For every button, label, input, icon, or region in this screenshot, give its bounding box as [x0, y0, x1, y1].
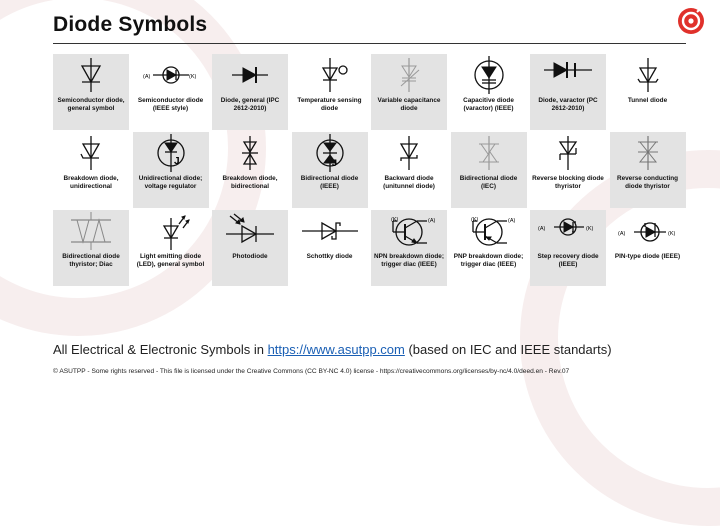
symbol-card [530, 210, 606, 286]
symbol-card [53, 54, 129, 130]
symbol-card [133, 54, 209, 130]
symbol-card [610, 132, 686, 208]
symbol-caption: Temperature sensing diode [297, 97, 362, 112]
symbol-caption: Backward diode (unitunnel diode) [383, 175, 435, 190]
symbol-caption: Reverse conducting diode thyristor [616, 175, 679, 190]
symbol-caption: Capacitive diode (varactor) (IEEE) [463, 97, 514, 112]
terminal-label: (A) [538, 226, 546, 232]
bidirectional-ieee-icon [292, 134, 368, 172]
diode-ieee-icon [133, 56, 209, 94]
symbol-caption: PIN-type diode (IEEE) [614, 253, 681, 260]
symbol-caption: Bidirectional diode thyristor; Diac [62, 253, 120, 268]
symbol-caption: Step recovery diode (IEEE) [537, 253, 599, 268]
diode-ipc-icon [212, 56, 288, 94]
terminal-label: (A) [507, 218, 515, 224]
tunnel-diode-icon [610, 56, 686, 94]
symbol-caption: Diode, varactor (PC 2612-2010) [538, 97, 598, 112]
backward-diode-icon [371, 134, 447, 172]
temperature-diode-icon [292, 56, 368, 94]
symbol-caption: Breakdown diode, bidirectional [222, 175, 278, 190]
svg-text:J: J [173, 156, 180, 167]
symbol-grid [53, 54, 686, 286]
symbol-card [610, 54, 686, 130]
license-notice: © ASUTPP - Some rights reserved - This file is licensed under the Creative Commons (CC BY-NC 4.0) license - https://creativecommons.org/licenses/by-nc/4.0/deed.en - Rev.07 [53, 368, 570, 375]
symbol-card [451, 54, 527, 130]
pin-diode-icon [610, 212, 686, 250]
symbol-caption: Semiconductor diode, general symbol [57, 97, 125, 112]
symbol-caption: Tunnel diode [627, 97, 668, 104]
symbol-card [292, 210, 368, 286]
symbol-card [212, 54, 288, 130]
symbol-caption: Semiconductor diode (IEEE style) [137, 97, 204, 112]
symbol-card [451, 210, 527, 286]
symbol-caption: Schottky diode [306, 253, 353, 260]
footer-source [53, 342, 612, 357]
diode-general-icon [53, 56, 129, 94]
symbol-caption: NPN breakdown diode; trigger diac (IEEE) [374, 253, 444, 268]
breakdown-unidirectional-icon [53, 134, 129, 172]
symbol-caption: Breakdown diode, unidirectional [63, 175, 119, 190]
symbol-caption: Bidirectional diode (IEEE) [300, 175, 359, 190]
pnp-trigger-diac-icon [451, 212, 527, 250]
terminal-label: (K) [667, 231, 675, 237]
symbol-caption: Bidirectional diode (IEC) [459, 175, 518, 190]
symbol-card [530, 54, 606, 130]
led-icon [133, 212, 209, 250]
terminal-label: (A) [617, 231, 625, 237]
terminal-label: (K) [470, 217, 478, 223]
voltage-regulator-diode-icon [133, 134, 209, 172]
symbol-card [371, 54, 447, 130]
symbol-card [451, 132, 527, 208]
page-title: Diode Symbols [53, 13, 208, 36]
bidirectional-iec-icon [451, 134, 527, 172]
symbol-caption: Light emitting diode (LED), general symbol [136, 253, 205, 268]
symbol-caption: Unidirectional diode; voltage regulator [138, 175, 203, 190]
footer-suffix: (based on IEC and IEEE standarts) [404, 342, 612, 357]
symbol-card [371, 132, 447, 208]
symbol-caption: Reverse blocking diode thyristor [532, 175, 604, 190]
varactor-ieee-icon [451, 56, 527, 94]
symbol-caption: Diode, general (IPC 2612-2010) [220, 97, 280, 112]
symbol-card [53, 132, 129, 208]
title-divider [53, 43, 686, 44]
photodiode-icon [212, 212, 288, 250]
terminal-label: (K) [586, 226, 594, 232]
asutpp-link[interactable]: https://www.asutpp.com [267, 342, 405, 357]
diac-icon [53, 212, 129, 250]
symbol-card [530, 132, 606, 208]
symbol-card [212, 132, 288, 208]
symbol-card [610, 210, 686, 286]
reverse-conducting-thyristor-icon [610, 134, 686, 172]
symbol-caption: PNP breakdown diode; trigger diac (IEEE) [453, 253, 524, 268]
symbol-caption: Photodiode [232, 253, 268, 260]
terminal-label: (K) [188, 74, 196, 80]
schottky-diode-icon [292, 212, 368, 250]
npn-trigger-diac-icon [371, 212, 447, 250]
terminal-label: (A) [428, 218, 436, 224]
symbol-card [292, 54, 368, 130]
symbol-card [212, 210, 288, 286]
footer-prefix: All Electrical & Electronic Symbols in [53, 342, 268, 357]
symbol-card [133, 210, 209, 286]
symbol-caption: Variable capacitance diode [377, 97, 441, 112]
terminal-label: (K) [391, 217, 399, 223]
variable-capacitance-diode-icon [371, 56, 447, 94]
varactor-ipc-icon [530, 56, 606, 94]
reverse-blocking-thyristor-icon [530, 134, 606, 172]
symbol-card [53, 210, 129, 286]
breakdown-bidirectional-icon [212, 134, 288, 172]
step-recovery-diode-icon [530, 212, 606, 250]
symbol-card [133, 132, 209, 208]
svg-text:J: J [331, 158, 337, 168]
symbol-card [292, 132, 368, 208]
brand-logo-icon [676, 6, 706, 36]
terminal-label: (A) [142, 74, 150, 80]
symbol-card [371, 210, 447, 286]
